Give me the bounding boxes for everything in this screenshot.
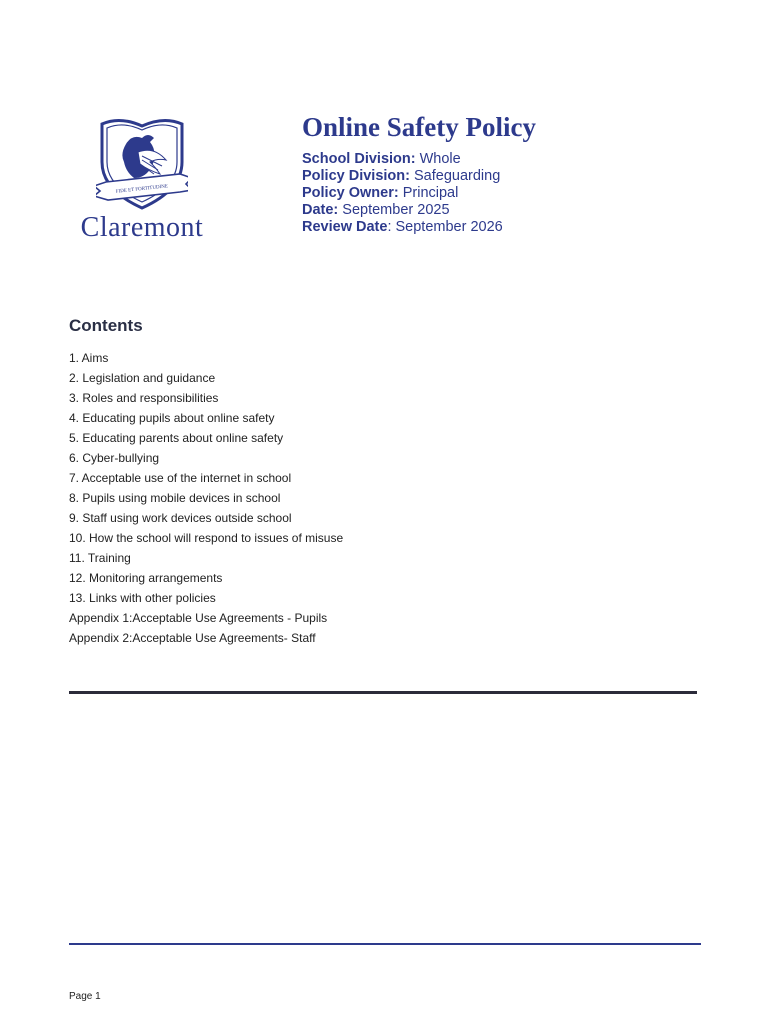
- meta-value: : September 2026: [387, 219, 503, 235]
- meta-school-division: [302, 151, 742, 168]
- logo-wordmark: Claremont: [80, 212, 204, 243]
- meta-key: Review Date: [302, 219, 388, 235]
- toc-item[interactable]: 10. How the school will respond to issues of misuse: [69, 531, 344, 545]
- meta-key: School Division:: [302, 151, 416, 167]
- contents-heading: Contents: [69, 316, 143, 335]
- toc-item[interactable]: 3. Roles and responsibilities: [69, 391, 219, 405]
- crest-icon: [96, 112, 188, 212]
- meta-review-date: [302, 219, 742, 236]
- meta-key: Date:: [302, 202, 339, 218]
- meta-policy-division: [302, 168, 742, 185]
- meta-key: Policy Owner:: [302, 185, 399, 201]
- meta-value: Safeguarding: [409, 168, 501, 184]
- meta-value: Principal: [398, 185, 459, 201]
- toc-item[interactable]: 13. Links with other policies: [69, 591, 216, 605]
- toc-item[interactable]: Appendix 1:Acceptable Use Agreements - Pupils: [69, 611, 328, 625]
- meta-value: Whole: [415, 151, 461, 167]
- toc-item[interactable]: 5. Educating parents about online safety: [69, 431, 284, 445]
- toc-item[interactable]: 6. Cyber-bullying: [69, 451, 160, 465]
- section-divider: [69, 691, 697, 694]
- toc-item[interactable]: 9. Staff using work devices outside school: [69, 511, 292, 525]
- ribbon-motto: FIDE ET FORTITUDINE: [115, 184, 169, 195]
- toc-item[interactable]: 8. Pupils using mobile devices in school: [69, 491, 281, 505]
- page-number: Page 1: [69, 991, 101, 1002]
- meta-policy-owner: [302, 185, 742, 202]
- policy-header: [302, 112, 742, 236]
- toc-item[interactable]: 1. Aims: [69, 351, 109, 365]
- school-logo: [66, 112, 218, 244]
- table-of-contents: [69, 316, 709, 648]
- meta-value: September 2025: [338, 202, 450, 218]
- meta-key: Policy Division:: [302, 168, 410, 184]
- toc-item[interactable]: 7. Acceptable use of the internet in school: [69, 471, 292, 485]
- toc-list: [69, 348, 709, 648]
- page-title: Online Safety Policy: [302, 112, 536, 142]
- toc-item[interactable]: Appendix 2:Acceptable Use Agreements- Staff: [69, 631, 316, 645]
- toc-item[interactable]: 11. Training: [69, 551, 131, 565]
- meta-date: [302, 202, 742, 219]
- toc-item[interactable]: 4. Educating pupils about online safety: [69, 411, 275, 425]
- toc-item[interactable]: 2. Legislation and guidance: [69, 371, 216, 385]
- footer-divider: [69, 943, 701, 945]
- toc-item[interactable]: 12. Monitoring arrangements: [69, 571, 223, 585]
